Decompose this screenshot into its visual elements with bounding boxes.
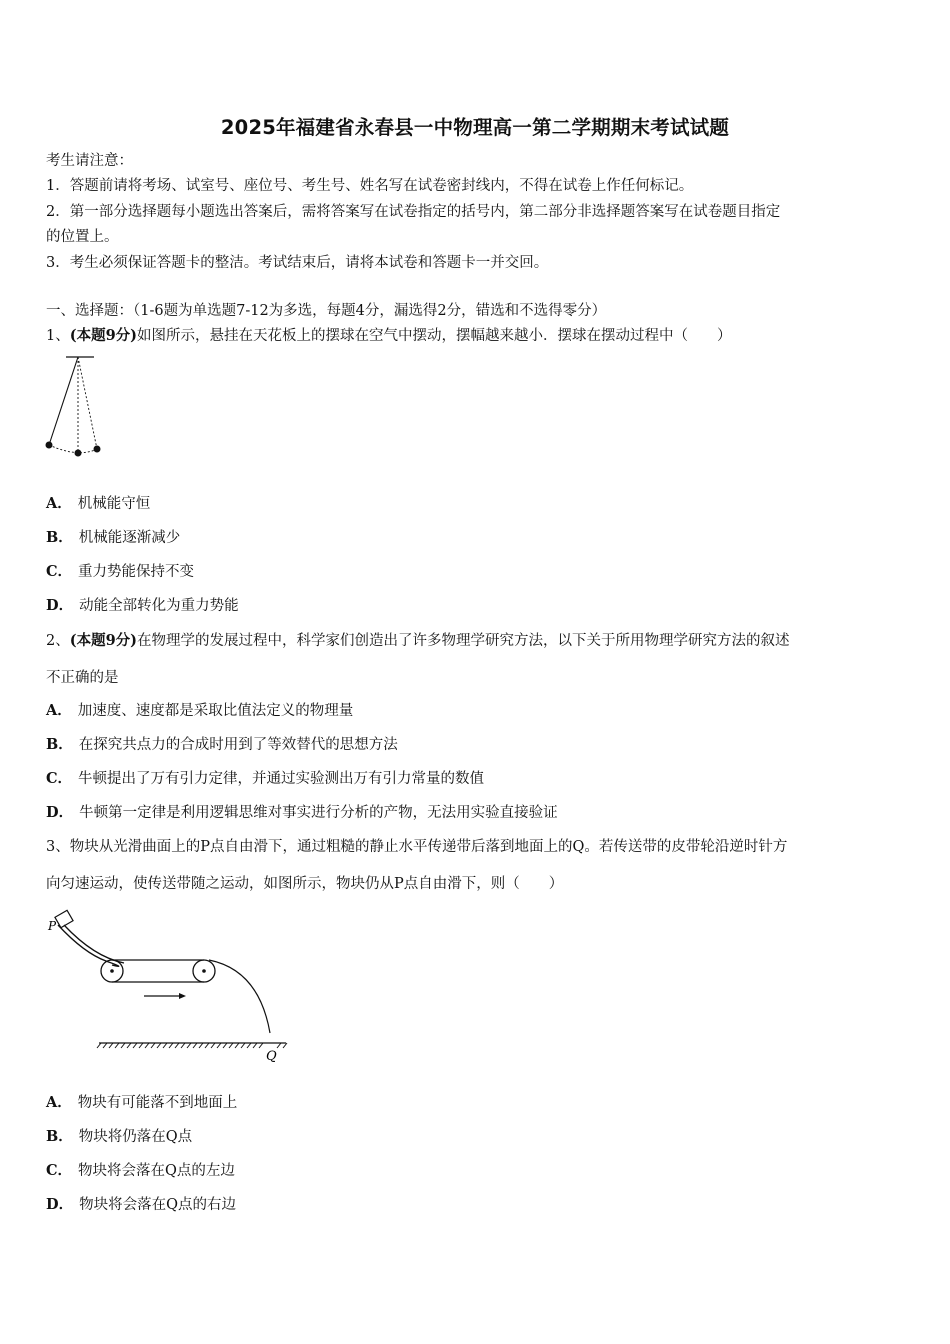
question-1 xyxy=(46,327,732,345)
question-3 xyxy=(46,838,787,856)
option-text: 机械能守恒 xyxy=(77,496,151,512)
question-number: 2、 xyxy=(46,633,70,649)
q1-option-a[interactable] xyxy=(46,495,150,513)
q2-option-d[interactable] xyxy=(46,804,558,822)
option-label: C． xyxy=(46,1162,73,1179)
notice-item-3: 3．考生必须保证答题卡的整洁。考试结束后，请将本试卷和答题卡一并交回。 xyxy=(46,255,549,271)
question-text: 在物理学的发展过程中，科学家们创造出了许多物理学研究方法，以下关于所用物理学研究方法的叙述 xyxy=(137,633,790,649)
notice-heading: 考生请注意： xyxy=(46,153,133,169)
q3-option-c[interactable] xyxy=(46,1162,235,1180)
question-text: 如图所示，悬挂在天花板上的摆球在空气中摆动，摆幅越来越小．摆球在摆动过程中（ ） xyxy=(137,328,732,344)
option-text: 物块将会落在Q点的右边 xyxy=(79,1197,236,1213)
q1-option-d[interactable] xyxy=(46,597,239,615)
q2-option-b[interactable] xyxy=(46,736,398,754)
option-text: 重力势能保持不变 xyxy=(78,564,195,580)
section-heading: 一、选择题：（1-6题为单选题7-12为多选，每题4分，漏选得2分，错选和不选得零分） xyxy=(46,303,607,319)
option-text: 动能全部转化为重力势能 xyxy=(79,598,239,614)
option-label: A． xyxy=(46,1094,72,1111)
notice-item-2: 2．第一部分选择题每小题选出答案后，需将答案写在试卷指定的括号内，第二部分非选择题答案写在试卷题目指定 xyxy=(46,204,781,220)
option-label: D． xyxy=(46,1196,74,1213)
option-text: 机械能逐渐减少 xyxy=(78,530,181,546)
question-number: 3、 xyxy=(46,839,70,855)
option-text: 在探究共点力的合成时用到了等效替代的思想方法 xyxy=(78,737,398,753)
option-label: B． xyxy=(46,736,73,753)
q2-option-a[interactable] xyxy=(46,702,353,720)
q3-option-b[interactable] xyxy=(46,1128,192,1146)
option-label: D． xyxy=(46,597,74,614)
question-number: 1、 xyxy=(46,328,70,344)
p-label: P xyxy=(48,919,57,933)
q2-option-c[interactable] xyxy=(46,770,484,788)
question-2-cont: 不正确的是 xyxy=(46,670,119,686)
option-label: C． xyxy=(46,563,73,580)
conveyor-figure xyxy=(44,905,294,1070)
option-label: B． xyxy=(46,529,73,546)
question-2 xyxy=(46,632,790,650)
question-tag: (本题9分) xyxy=(69,327,138,344)
question-3-cont: 向匀速运动，使传送带随之运动，如图所示，物块仍从P点自由滑下，则（ ） xyxy=(46,876,564,892)
page-title: 2025年福建省永春县一中物理高一第二学期期末考试试题 xyxy=(220,116,730,139)
q1-option-b[interactable] xyxy=(46,529,180,547)
question-text: 物块从光滑曲面上的P点自由滑下，通过粗糙的静止水平传递带后落到地面上的Q。若传送带的皮带轮沿逆时针方 xyxy=(69,839,788,855)
option-text: 物块将会落在Q点的左边 xyxy=(78,1163,235,1179)
option-label: D． xyxy=(46,804,74,821)
q3-option-d[interactable] xyxy=(46,1196,236,1214)
option-label: A． xyxy=(46,702,72,719)
pendulum-figure xyxy=(40,350,120,465)
option-text: 牛顿第一定律是利用逻辑思维对事实进行分析的产物，无法用实验直接验证 xyxy=(79,805,558,821)
option-label: B． xyxy=(46,1128,73,1145)
option-text: 物块将仍落在Q点 xyxy=(78,1129,193,1145)
q1-option-c[interactable] xyxy=(46,563,194,581)
q-label: Q xyxy=(266,1049,277,1064)
notice-item-1: 1．答题前请将考场、试室号、座位号、考生号、姓名写在试卷密封线内，不得在试卷上作任何标记。 xyxy=(46,178,694,194)
option-text: 物块有可能落不到地面上 xyxy=(77,1095,238,1111)
q3-option-a[interactable] xyxy=(46,1094,237,1112)
question-tag: (本题9分) xyxy=(69,632,138,649)
option-label: C． xyxy=(46,770,73,787)
option-text: 牛顿提出了万有引力定律，并通过实验测出万有引力常量的数值 xyxy=(78,771,485,787)
option-text: 加速度、速度都是采取比值法定义的物理量 xyxy=(77,703,354,719)
option-label: A． xyxy=(46,495,72,512)
notice-item-2-cont: 的位置上。 xyxy=(46,229,119,245)
